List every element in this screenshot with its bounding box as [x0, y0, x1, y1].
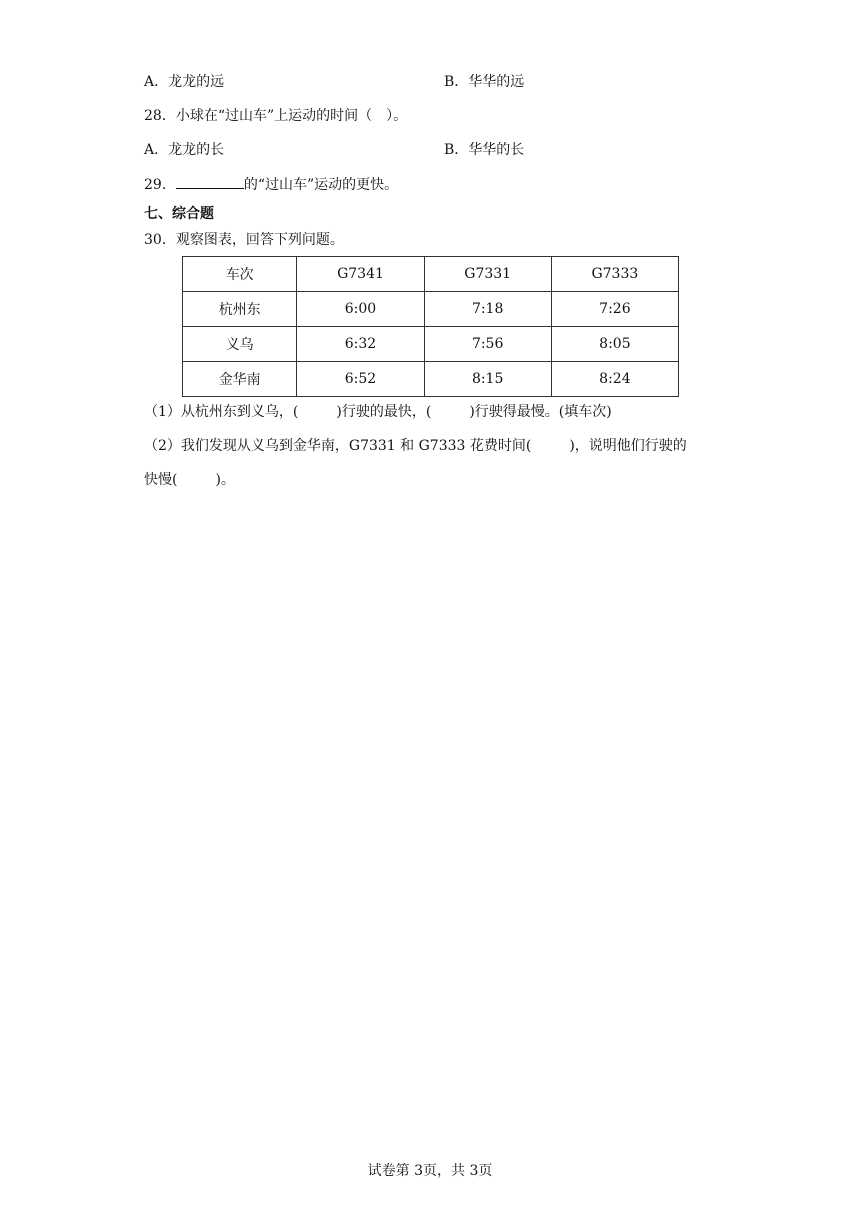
- q30-stem: 30．观察图表，回答下列问题。: [144, 232, 344, 248]
- table-cell: 杭州东: [183, 292, 297, 327]
- table-cell: 6:52: [297, 362, 424, 397]
- table-header-cell: G7331: [424, 257, 551, 292]
- q27-option-a: A．龙龙的远: [144, 74, 225, 90]
- q30-sub2-text: )，说明他们行驶的: [569, 438, 687, 454]
- table-row: [183, 292, 679, 327]
- table-cell: 6:00: [297, 292, 424, 327]
- q30-sub2-text: 快慢(: [144, 472, 178, 488]
- q29-answer-blank[interactable]: [176, 174, 244, 189]
- q30-sub1-text: )行驶的最快，(: [336, 404, 432, 420]
- table-cell: 8:24: [551, 362, 678, 397]
- table-header-cell: G7341: [297, 257, 424, 292]
- q30-sub2-text: )。: [215, 472, 235, 488]
- table-header-cell: 车次: [183, 257, 297, 292]
- q28-option-b: B．华华的长: [444, 142, 525, 158]
- q30-sub1-text: )行驶得最慢。(填车次): [469, 404, 612, 420]
- q30-sub1: [144, 402, 612, 422]
- q29-text: 的“过山车”运动的更快。: [243, 177, 399, 193]
- table-cell: 7:56: [424, 327, 551, 362]
- q30-sub2-line2: [144, 470, 235, 490]
- table-cell: 6:32: [297, 327, 424, 362]
- table-header-row: [183, 257, 679, 292]
- table-cell: 金华南: [183, 362, 297, 397]
- table-cell: 7:18: [424, 292, 551, 327]
- q28-option-a: A．龙龙的长: [144, 142, 225, 158]
- page-footer: 试卷第 3页，共 3页: [367, 1163, 493, 1179]
- q28-stem: 28．小球在“过山车”上运动的时间（ ）。: [144, 108, 408, 124]
- q30-sub1-text: （1）从杭州东到义乌，(: [144, 404, 299, 420]
- q29-line: [144, 174, 398, 195]
- train-timetable: [182, 256, 679, 397]
- q29-number: 29．: [144, 177, 176, 193]
- q30-sub2-line1: [144, 436, 687, 456]
- table-row: [183, 327, 679, 362]
- q27-option-b: B．华华的远: [444, 74, 525, 90]
- section7-title: 七、综合题: [144, 206, 214, 222]
- table-header-cell: G7333: [551, 257, 678, 292]
- table-row: [183, 362, 679, 397]
- table-cell: 8:15: [424, 362, 551, 397]
- table-cell: 8:05: [551, 327, 678, 362]
- q30-sub2-text: （2）我们发现从义乌到金华南，G7331 和 G7333 花费时间(: [144, 438, 532, 454]
- table-cell: 7:26: [551, 292, 678, 327]
- table-cell: 义乌: [183, 327, 297, 362]
